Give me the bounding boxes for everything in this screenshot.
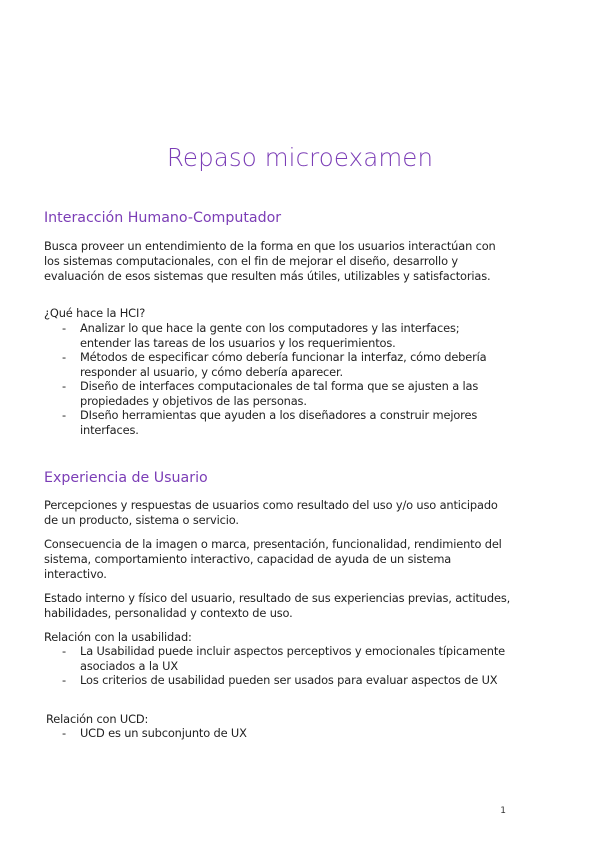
ux-paragraph-2: Consecuencia de la imagen o marca, presentación, funcionalidad, rendimiento del sistema, comportamiento interactivo, capacidad de ayuda de un sistema interactivo. bbox=[44, 537, 502, 581]
list-item: - Los criterios de usabilidad pueden ser usados para evaluar aspectos de UX bbox=[62, 673, 498, 687]
hci-intro-paragraph: Busca proveer un entendimiento de la forma en que los usuarios interactúan con los sistemas computacionales, con el fin de mejorar el diseño, desarrollo y evaluación de esos sistemas que resulten más útiles, utilizables y satisfactorias. bbox=[44, 239, 496, 283]
usability-bullet-list bbox=[62, 644, 512, 688]
ux-paragraph-1: Percepciones y respuestas de usuarios como resultado del uso y/o uso anticipado de un producto, sistema o servicio. bbox=[44, 498, 498, 527]
page-number: 1 bbox=[500, 806, 506, 816]
ucd-label: Relación con UCD: bbox=[46, 712, 149, 726]
list-item: - La Usabilidad puede incluir aspectos perceptivos y emocionales típicamente asociados a la UX bbox=[62, 644, 505, 673]
list-item: - Métodos de especificar cómo debería funcionar la interfaz, cómo debería responder al usuario, y cómo debería aparecer. bbox=[62, 350, 487, 379]
ucd-bullet-list bbox=[62, 726, 512, 741]
list-item: - UCD es un subconjunto de UX bbox=[62, 726, 247, 740]
page-title: Repaso microexamen bbox=[166, 143, 434, 172]
hci-bullet-list bbox=[62, 321, 512, 437]
ux-paragraph-3: Estado interno y físico del usuario, resultado de sus experiencias previas, actitudes, habilidades, personalidad y contexto de uso. bbox=[44, 591, 511, 620]
section-heading-ux: Experiencia de Usuario bbox=[44, 470, 208, 486]
list-item: - Analizar lo que hace la gente con los computadores y las interfaces; entender las tareas de los usuarios y los requerimientos. bbox=[62, 321, 460, 350]
list-item: - Diseño de interfaces computacionales de tal forma que se ajusten a las propiedades y objetivos de las personas. bbox=[62, 379, 479, 408]
usability-label: Relación con la usabilidad: bbox=[44, 630, 192, 644]
list-item: - DIseño herramientas que ayuden a los diseñadores a construir mejores interfaces. bbox=[62, 408, 478, 437]
hci-question: ¿Qué hace la HCI? bbox=[44, 306, 146, 320]
section-heading-hci: Interacción Humano-Computador bbox=[44, 210, 282, 226]
